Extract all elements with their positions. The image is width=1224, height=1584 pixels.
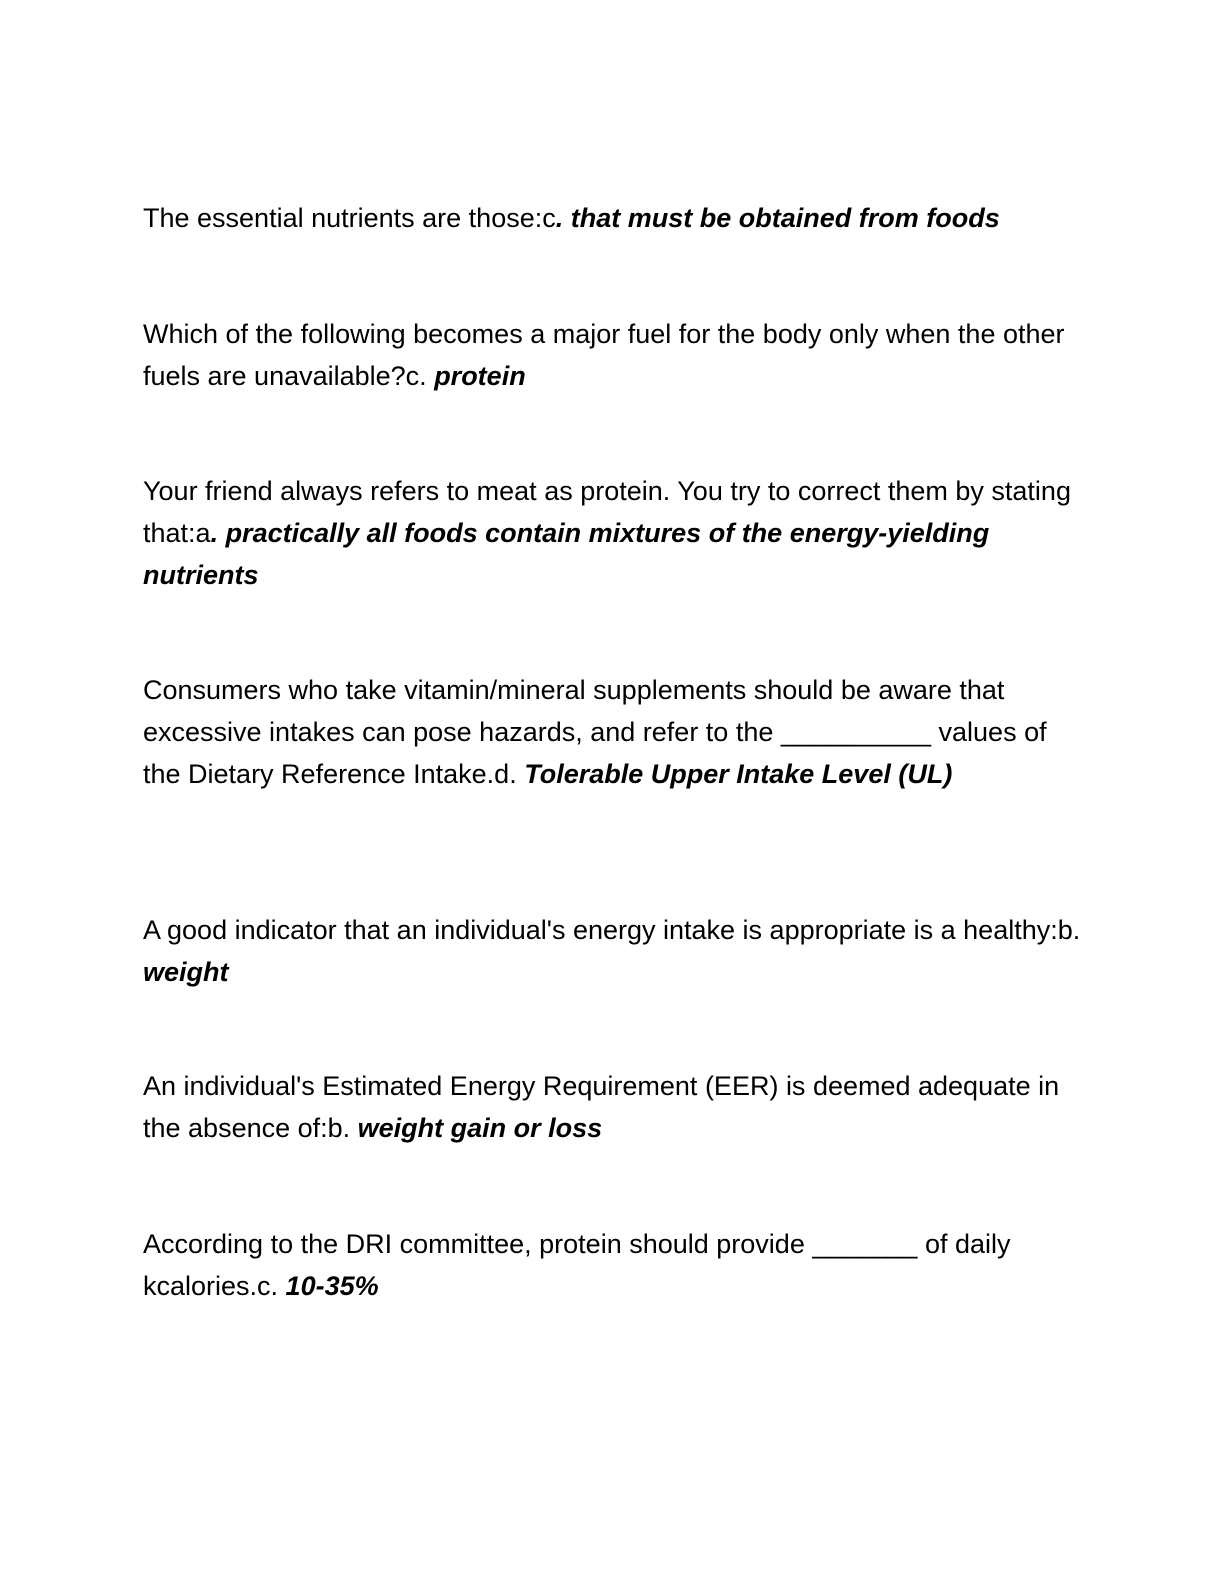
answer-text: 10-35% xyxy=(285,1271,379,1301)
answer-text: . that must be obtained from foods xyxy=(555,203,1000,233)
question-text: A good indicator that an individual's energy intake is appropriate is a healthy:b. xyxy=(143,915,1081,945)
qa-item-4 xyxy=(143,669,1083,795)
question-text: The essential nutrients are those:c xyxy=(143,203,556,233)
answer-text: Tolerable Upper Intake Level (UL) xyxy=(524,759,953,789)
qa-item-3 xyxy=(143,470,1083,596)
question-text: Your friend always refers to meat as protein. You try to correct them by stating that:a xyxy=(143,476,1071,548)
answer-text: weight gain or loss xyxy=(357,1113,603,1143)
answer-text: . practically all foods contain mixtures of the energy-yielding nutrients xyxy=(143,518,990,590)
question-text: According to the DRI committee, protein should provide _______ of daily kcalories.c. xyxy=(143,1229,1011,1301)
question-text: Which of the following becomes a major fuel for the body only when the other fuels are unavailable?c. xyxy=(143,319,1065,391)
question-text: An individual's Estimated Energy Requirement (EER) is deemed adequate in the absence of:b. xyxy=(143,1071,1060,1143)
qa-item-2 xyxy=(143,313,1083,397)
answer-text: weight xyxy=(143,957,229,987)
qa-item-6 xyxy=(143,1065,1083,1149)
question-text: Consumers who take vitamin/mineral supplements should be aware that excessive intakes can pose hazards, and refer to the __________ values of the Dietary Reference Intake.d. xyxy=(143,675,1047,789)
qa-item-5 xyxy=(143,909,1083,993)
qa-item-1 xyxy=(143,197,1083,239)
answer-text: protein xyxy=(434,361,526,391)
qa-item-7 xyxy=(143,1223,1083,1307)
